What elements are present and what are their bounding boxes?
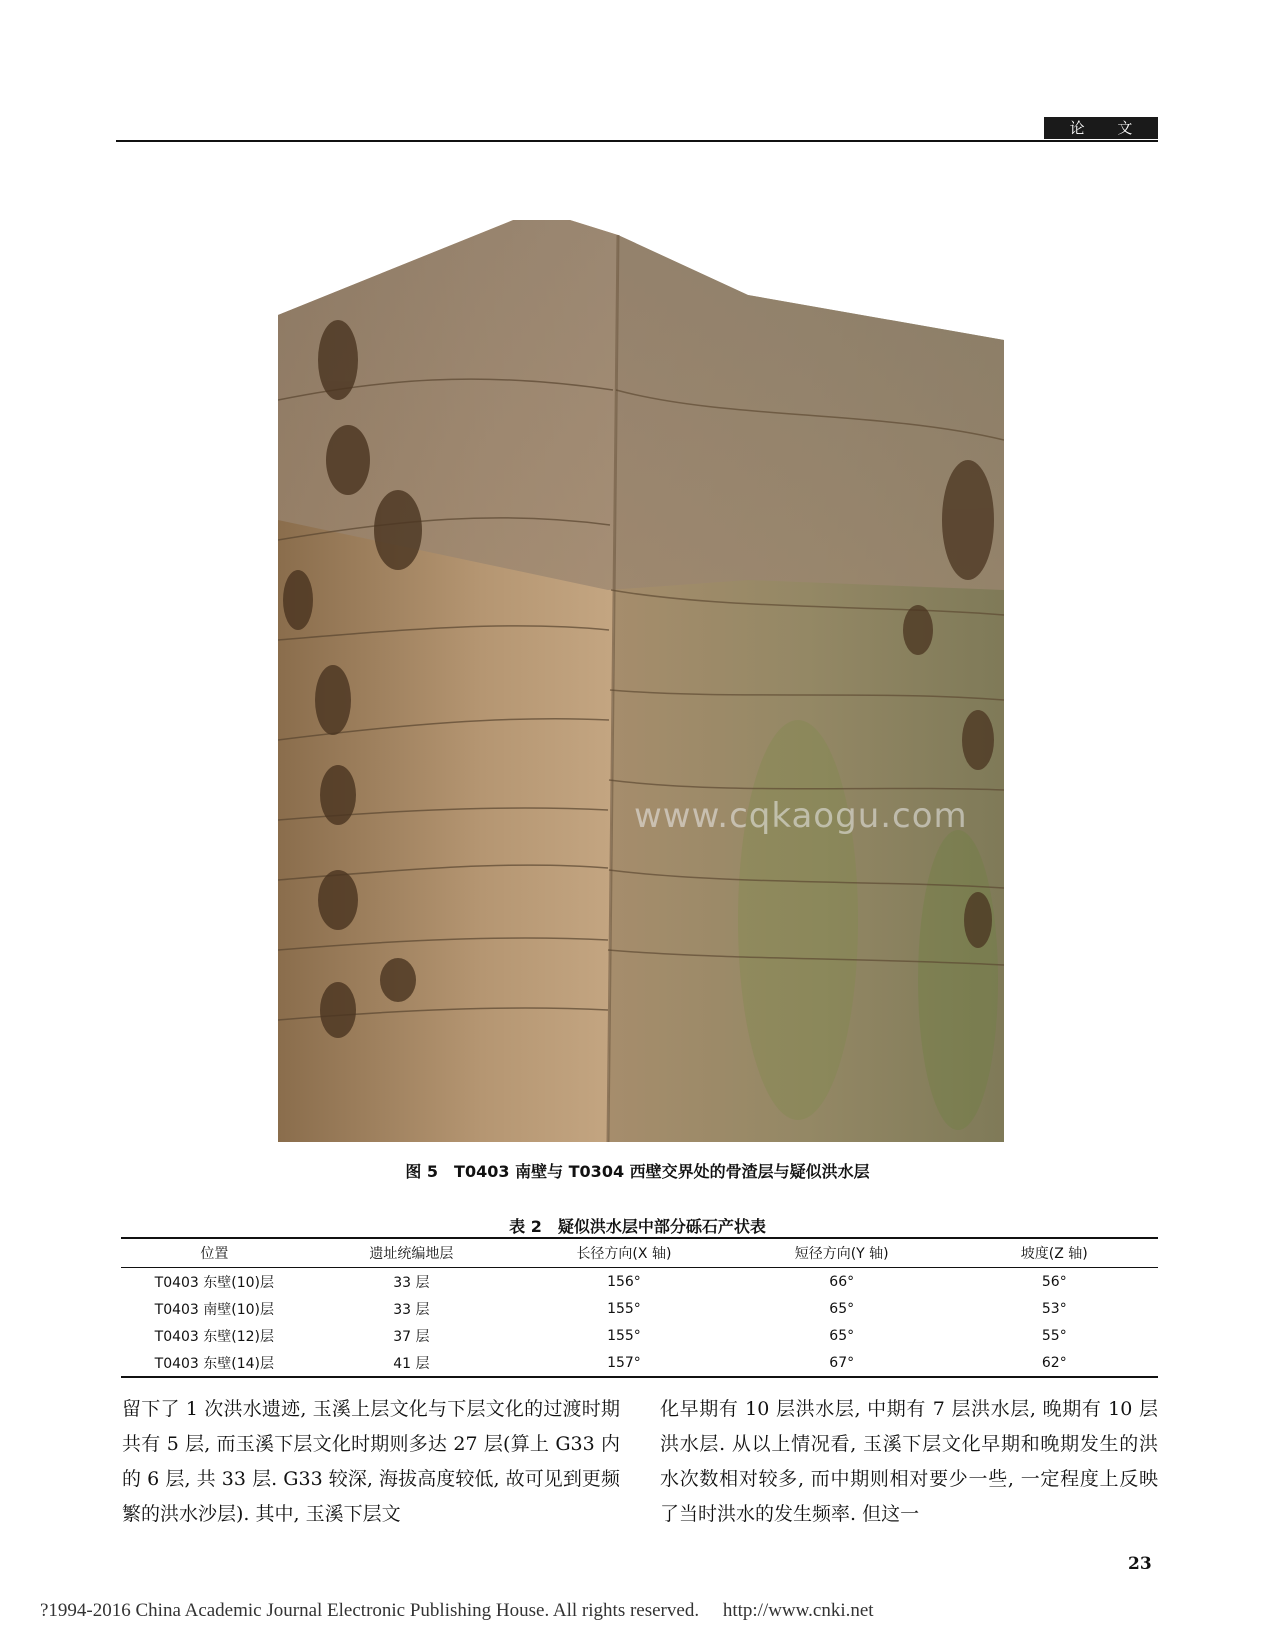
header-rule xyxy=(116,140,1158,142)
table-cell: 53° xyxy=(1041,1300,1067,1317)
table-cell: 37 层 xyxy=(393,1328,430,1345)
table-cell: 67° xyxy=(733,1349,951,1377)
section-label: 论 文 xyxy=(1044,117,1158,139)
table-cell: 155° xyxy=(607,1300,641,1317)
excavation-photo xyxy=(278,220,1004,1142)
photo-watermark: www.cqkaogu.com xyxy=(634,796,968,836)
col-header-long-axis: 长径方向(X 轴) xyxy=(515,1238,733,1268)
table-row xyxy=(121,1322,1158,1349)
col-header-location: 位置 xyxy=(121,1238,308,1268)
table-cell: 66° xyxy=(829,1273,855,1290)
page-number: 23 xyxy=(1128,1554,1152,1574)
table-cell: 65° xyxy=(829,1327,855,1344)
table-cell: T0403 东壁(10)层 xyxy=(154,1274,275,1291)
table-row xyxy=(121,1349,1158,1377)
table-row xyxy=(121,1295,1158,1322)
table-cell: 65° xyxy=(829,1300,855,1317)
table-cell: T0403 东壁(14)层 xyxy=(121,1349,308,1377)
table-cell: 157° xyxy=(515,1349,733,1377)
table-row xyxy=(121,1268,1158,1296)
body-text-right-column: 化早期有 10 层洪水层, 中期有 7 层洪水层, 晚期有 10 层洪水层. 从以上情况看, 玉溪下层文化早期和晚期发生的洪水次数相对较多, 而中期则相对要少一些, 一定程度上反映了当时洪水的发生频率. 但这一 xyxy=(660,1398,1158,1525)
table-title: 表 2 疑似洪水层中部分砾石产状表 xyxy=(509,1217,766,1236)
table-cell: 156° xyxy=(607,1273,641,1290)
col-header-slope: 坡度(Z 轴) xyxy=(951,1238,1158,1268)
table-cell: 155° xyxy=(607,1327,641,1344)
col-header-stratum: 遗址统编地层 xyxy=(308,1238,515,1268)
table-cell: 33 层 xyxy=(393,1301,430,1318)
col-header-short-axis: 短径方向(Y 轴) xyxy=(733,1238,951,1268)
table-cell: 62° xyxy=(951,1349,1158,1377)
gravel-orientation-table xyxy=(121,1237,1158,1378)
table-cell: 33 层 xyxy=(393,1274,430,1291)
table-cell: 41 层 xyxy=(308,1349,515,1377)
table-header-row xyxy=(121,1238,1158,1268)
table-cell: T0403 南壁(10)层 xyxy=(154,1301,275,1318)
table-cell: 55° xyxy=(1041,1327,1067,1344)
table-cell: 56° xyxy=(1041,1273,1067,1290)
body-text-left-column: 留下了 1 次洪水遗迹, 玉溪上层文化与下层文化的过渡时期共有 5 层, 而玉溪下层文化时期则多达 27 层(算上 G33 内的 6 层, 共 33 层. G33 较深, 海拔高度较低, 故可见到更频繁的洪水沙层). 其中, 玉溪下层文 xyxy=(122,1398,620,1525)
figure-caption: 图 5 T0403 南壁与 T0304 西壁交界处的骨渣层与疑似洪水层 xyxy=(405,1162,870,1181)
copyright-footer: ?1994-2016 China Academic Journal Electronic Publishing House. All rights reserved. http://www.cnki.net xyxy=(40,1600,874,1621)
table-cell: T0403 东壁(12)层 xyxy=(154,1328,275,1345)
